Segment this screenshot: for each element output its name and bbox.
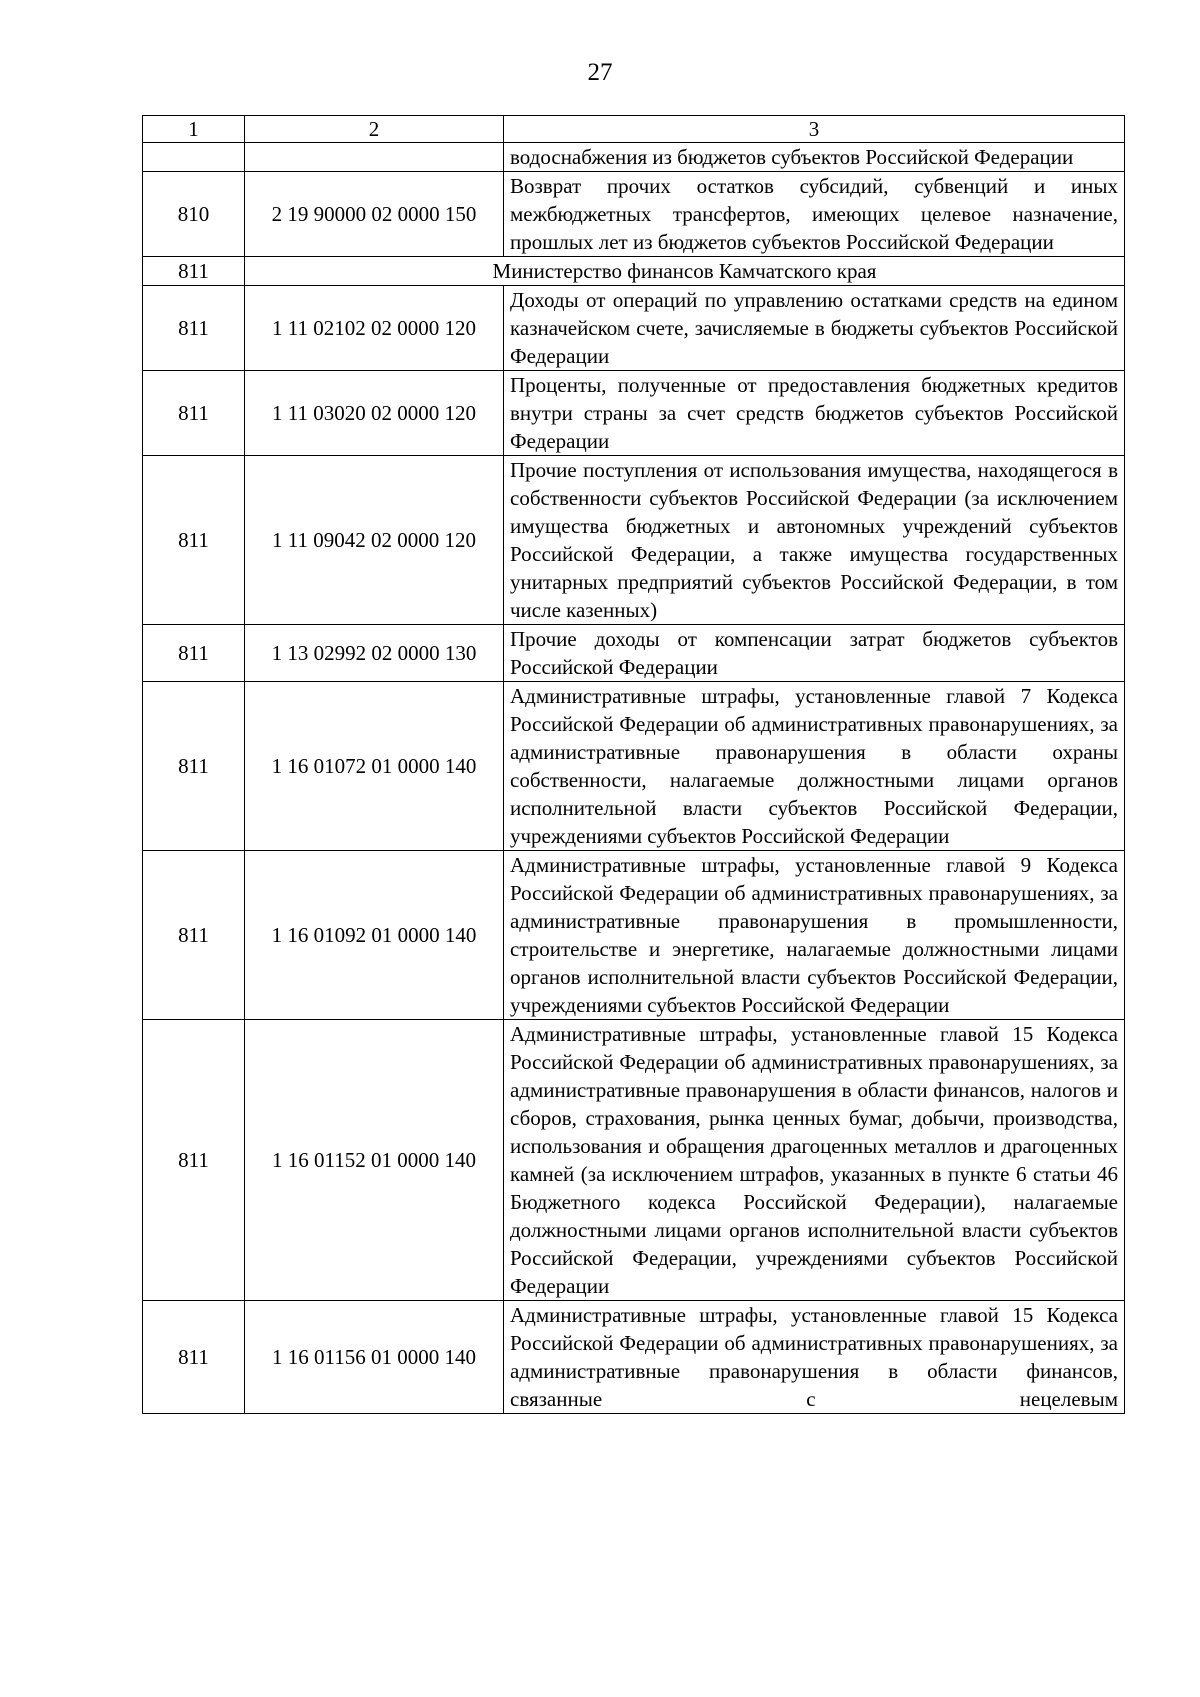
admin-code-cell: 810 [143, 172, 245, 257]
table-header-row [143, 116, 1125, 143]
table-row [143, 143, 1125, 172]
revenue-codes-table [142, 115, 1125, 1414]
admin-code-cell: 811 [143, 625, 245, 682]
table-row [143, 456, 1125, 625]
admin-code-cell [143, 143, 245, 172]
description-cell: Прочие доходы от компенсации затрат бюджетов субъектов Российской Федерации [504, 625, 1125, 682]
budget-code-cell: 1 11 02102 02 0000 120 [245, 286, 504, 371]
admin-code-cell: 811 [143, 371, 245, 456]
admin-code-cell: 811 [143, 456, 245, 625]
table-row [143, 1301, 1125, 1414]
table-row [143, 286, 1125, 371]
header-cell-1: 1 [143, 116, 245, 143]
admin-code-cell: 811 [143, 682, 245, 851]
admin-code-cell: 811 [143, 286, 245, 371]
description-cell: Административные штрафы, установленные главой 9 Кодекса Российской Федерации об административных правонарушениях, за административные правонарушения в промышленности, строительстве и энергетике, налагаемые должностными лицами органов исполнительной власти субъектов Российской Федерации, учреждениями субъектов Российской Федерации [504, 851, 1125, 1020]
section-row [143, 257, 1125, 286]
description-cell: Административные штрафы, установленные главой 15 Кодекса Российской Федерации об административных правонарушениях, за административные правонарушения в области финансов, налогов и сборов, страхования, рынка ценных бумаг, добычи, производства, использования и обращения драгоценных металлов и драгоценных камней (за исключением штрафов, указанных в пункте 6 статьи 46 Бюджетного кодекса Российской Федерации), налагаемые должностными лицами органов исполнительной власти субъектов Российской Федерации, учреждениями субъектов Российской Федерации [504, 1020, 1125, 1301]
budget-code-cell: 2 19 90000 02 0000 150 [245, 172, 504, 257]
budget-code-cell: 1 16 01092 01 0000 140 [245, 851, 504, 1020]
description-cell: Возврат прочих остатков субсидий, субвенций и иных межбюджетных трансфертов, имеющих целевое назначение, прошлых лет из бюджетов субъектов Российской Федерации [504, 172, 1125, 257]
description-cell: Административные штрафы, установленные главой 7 Кодекса Российской Федерации об административных правонарушениях, за административные правонарушения в области охраны собственности, налагаемые должностными лицами органов исполнительной власти субъектов Российской Федерации, учреждениями субъектов Российской Федерации [504, 682, 1125, 851]
header-cell-2: 2 [245, 116, 504, 143]
budget-code-cell: 1 11 09042 02 0000 120 [245, 456, 504, 625]
table-row [143, 682, 1125, 851]
budget-code-cell: 1 13 02992 02 0000 130 [245, 625, 504, 682]
page-number: 27 [587, 59, 613, 86]
budget-code-cell: 1 16 01072 01 0000 140 [245, 682, 504, 851]
admin-code-cell: 811 [143, 1301, 245, 1414]
description-cell: Доходы от операций по управлению остатками средств на едином казначейском счете, зачисляемые в бюджеты субъектов Российской Федерации [504, 286, 1125, 371]
table-row [143, 851, 1125, 1020]
description-cell: водоснабжения из бюджетов субъектов Российской Федерации [504, 143, 1125, 172]
budget-code-cell [245, 143, 504, 172]
budget-code-cell: 1 16 01156 01 0000 140 [245, 1301, 504, 1414]
description-cell: Административные штрафы, установленные главой 15 Кодекса Российской Федерации об административных правонарушениях, за административные правонарушения в области финансов, связанные с нецелевым [504, 1301, 1125, 1414]
budget-code-cell: 1 11 03020 02 0000 120 [245, 371, 504, 456]
admin-code-cell: 811 [143, 257, 245, 286]
section-title: Министерство финансов Камчатского края [245, 257, 1125, 286]
admin-code-cell: 811 [143, 851, 245, 1020]
description-cell: Проценты, полученные от предоставления бюджетных кредитов внутри страны за счет средств бюджетов субъектов Российской Федерации [504, 371, 1125, 456]
header-cell-3: 3 [504, 116, 1125, 143]
table-row [143, 371, 1125, 456]
admin-code-cell: 811 [143, 1020, 245, 1301]
description-cell: Прочие поступления от использования имущества, находящегося в собственности субъектов Российской Федерации (за исключением имущества бюджетных и автономных учреждений субъектов Российской Федерации, а также имущества государственных унитарных предприятий субъектов Российской Федерации, в том числе казенных) [504, 456, 1125, 625]
table-row [143, 625, 1125, 682]
budget-code-cell: 1 16 01152 01 0000 140 [245, 1020, 504, 1301]
table-row [143, 172, 1125, 257]
table-row [143, 1020, 1125, 1301]
